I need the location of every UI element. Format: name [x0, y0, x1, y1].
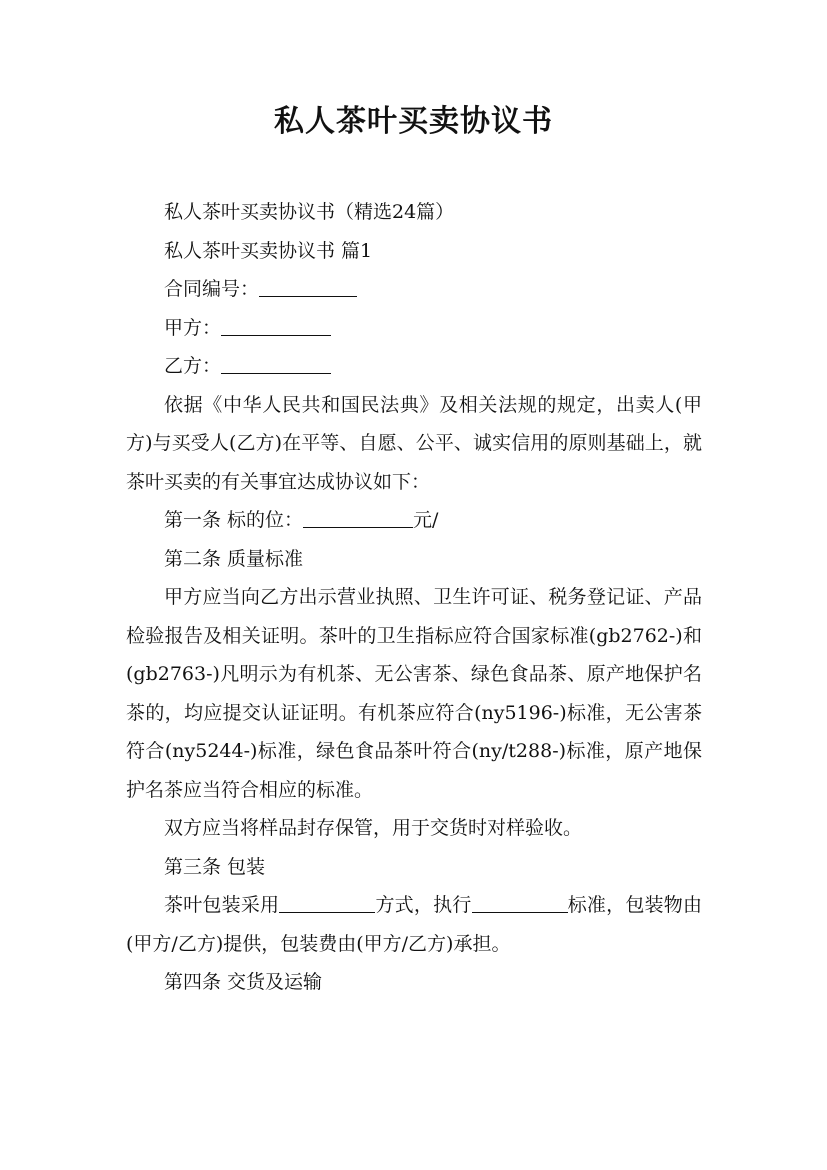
document-subtitle: 私人茶叶买卖协议书（精选24篇） — [164, 201, 455, 223]
party-a-blank — [221, 317, 331, 336]
article-3-part-2: 方式，执行 — [375, 894, 472, 916]
article-4-heading: 第四条 交货及运输 — [164, 971, 323, 993]
party-b-label: 乙方： — [164, 355, 222, 377]
contract-number-blank — [259, 278, 357, 297]
document-title: 私人茶叶买卖协议书 — [274, 104, 553, 139]
article-3-part-1: 茶叶包装采用 — [164, 894, 280, 916]
party-a-line — [126, 309, 702, 348]
article-2-body: 甲方应当向乙方出示营业执照、卫生许可证、税务登记证、产品检验报告及相关证明。茶叶的卫生指标应符合国家标准(gb2762-)和(gb2763-)凡明示为有机茶、无公害茶、绿色食品茶、原产地保护名茶的，均应提交认证证明。有机茶应符合(ny5196-)标准，无公害茶符合(ny5244-)标准，绿色食品茶叶符合(ny/t288-)标准，原产地保护名茶应当符合相应的标准。 — [126, 586, 702, 801]
article-3-part-3: 标准，包装物由(甲方/乙方)提供，包装费由(甲方/乙方)承担。 — [126, 894, 702, 955]
article-1-unit: 元/ — [413, 509, 439, 531]
intro-paragraph: 依据《中华人民共和国民法典》及相关法规的规定，出卖人(甲方)与买受人(乙方)在平等、自愿、公平、诚实信用的原则基础上，就茶叶买卖的有关事宜达成协议如下： — [126, 393, 702, 493]
article-1-label: 第一条 标的位： — [164, 509, 304, 531]
contract-number-line — [126, 270, 702, 309]
article-2-heading: 第二条 质量标准 — [164, 547, 304, 570]
article-3-blank-1 — [279, 894, 375, 913]
section-heading: 私人茶叶买卖协议书 篇1 — [164, 239, 373, 262]
article-3-body — [126, 886, 702, 963]
party-b-line — [126, 347, 702, 386]
party-b-blank — [221, 355, 331, 374]
article-1 — [126, 501, 702, 540]
article-3-blank-2 — [472, 894, 568, 913]
article-1-blank — [303, 509, 413, 528]
article-3-heading: 第三条 包装 — [164, 855, 266, 878]
contract-number-label: 合同编号： — [164, 278, 260, 300]
article-2-sample: 双方应当将样品封存保管，用于交货时对样验收。 — [164, 817, 583, 839]
document-body — [126, 193, 702, 1002]
party-a-label: 甲方： — [164, 316, 222, 339]
